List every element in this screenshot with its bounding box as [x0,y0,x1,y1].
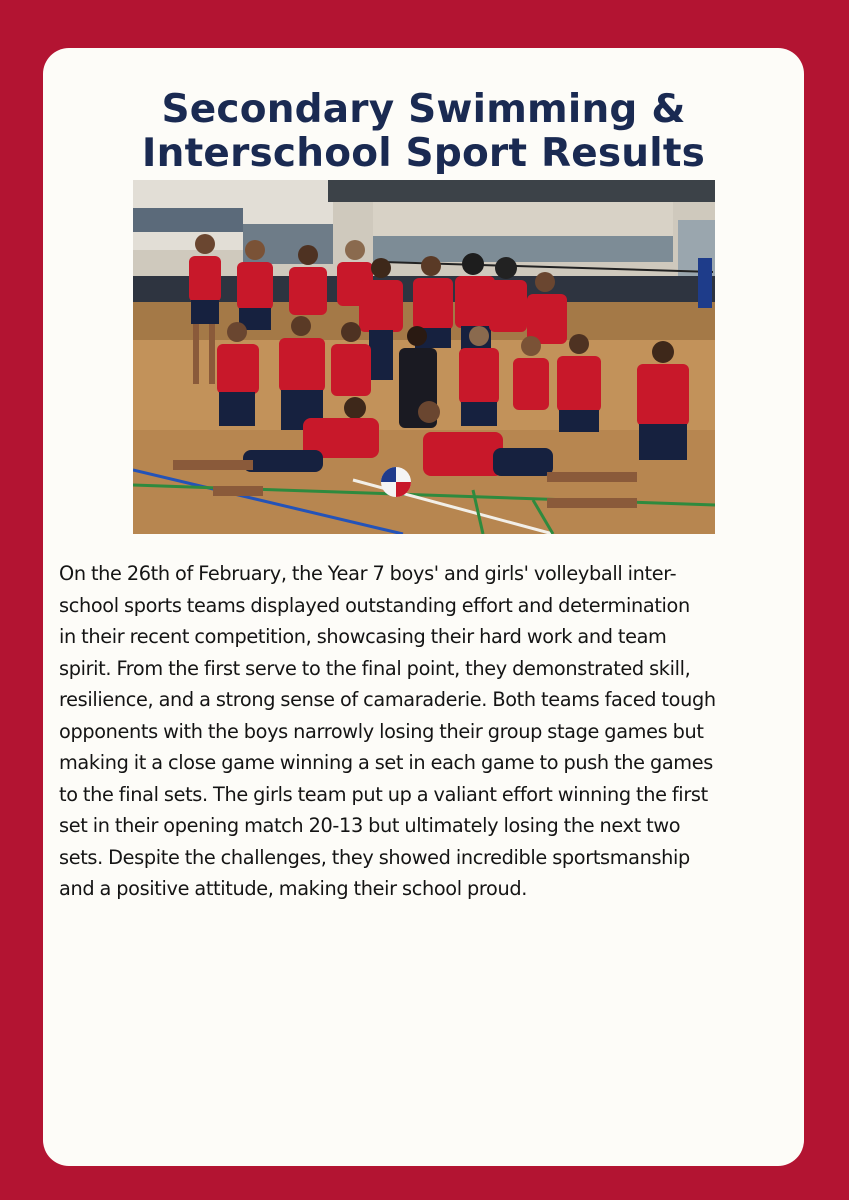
body-line: On the 26th of February, the Year 7 boys' and girls' volleyball inter- [59,562,677,585]
team-photo-illustration [133,180,715,534]
body-line: in their recent competition, showcasing their hard work and team [59,625,667,648]
body-line: to the final sets. The girls team put up a valiant effort winning the first [59,782,708,806]
article-body [59,558,794,905]
team-photo [133,180,715,534]
page-title [43,88,804,176]
content-card [43,48,804,1166]
body-line: sets. Despite the challenges, they showed incredible sportsmanship [59,845,690,869]
body-line: school sports teams displayed outstanding effort and determination [59,593,690,617]
title-line-2: Interschool Sport Results [141,131,706,176]
body-line: set in their opening match 20-13 but ultimately losing the next two [59,814,681,837]
body-line: spirit. From the first serve to the final point, they demonstrated skill, [59,656,691,680]
body-line: resilience, and a strong sense of camaraderie. Both teams faced tough [59,688,716,711]
body-line: making it a close game winning a set in each game to push the games [59,751,713,774]
body-line: and a positive attitude, making their school proud. [59,877,528,900]
body-line: opponents with the boys narrowly losing their group stage games but [59,719,704,743]
title-line-1: Secondary Swimming & [161,87,686,132]
